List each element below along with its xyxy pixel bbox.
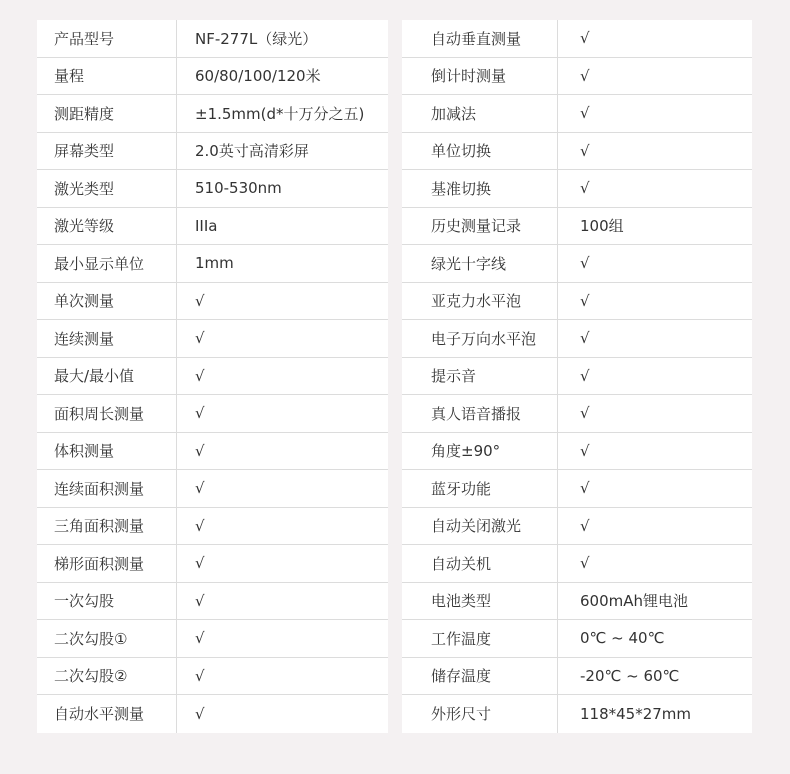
spec-label: 自动关机	[402, 545, 558, 582]
spec-value: NF-277L（绿光）	[195, 29, 318, 48]
spec-row	[402, 583, 752, 621]
spec-value: 60/80/100/120米	[195, 67, 321, 86]
spec-value: 2.0英寸高清彩屏	[195, 142, 309, 161]
spec-row	[37, 208, 388, 246]
spec-value: √	[580, 329, 590, 348]
spec-value: √	[580, 404, 590, 423]
spec-label: 储存温度	[402, 658, 558, 695]
spec-value: √	[580, 179, 590, 198]
spec-row	[37, 358, 388, 396]
spec-row	[37, 395, 388, 433]
spec-label: 面积周长测量	[37, 395, 177, 432]
spec-label: 激光等级	[37, 208, 177, 245]
spec-row	[402, 695, 752, 733]
spec-value: √	[580, 254, 590, 273]
spec-value: -20℃ ~ 60℃	[580, 666, 680, 685]
spec-value: 100组	[580, 217, 624, 236]
spec-label: 加减法	[402, 95, 558, 132]
spec-label: 体积测量	[37, 433, 177, 470]
spec-value: 510-530nm	[195, 179, 282, 198]
spec-label: 一次勾股	[37, 583, 177, 620]
spec-value: √	[580, 66, 590, 85]
spec-row	[402, 95, 752, 133]
spec-label: 单位切换	[402, 133, 558, 170]
spec-value: √	[580, 554, 590, 573]
spec-row	[37, 658, 388, 696]
spec-row	[37, 433, 388, 471]
spec-label: 基准切换	[402, 170, 558, 207]
spec-row	[402, 358, 752, 396]
spec-table-left	[37, 20, 388, 733]
spec-row	[37, 695, 388, 733]
spec-label: 电子万向水平泡	[402, 320, 558, 357]
spec-row	[402, 620, 752, 658]
spec-row	[402, 658, 752, 696]
spec-label: 工作温度	[402, 620, 558, 657]
spec-value: √	[195, 291, 205, 310]
spec-label: 梯形面积测量	[37, 545, 177, 582]
spec-row	[37, 133, 388, 171]
spec-row	[402, 470, 752, 508]
spec-label: 自动垂直测量	[402, 20, 558, 57]
spec-label: 屏幕类型	[37, 133, 177, 170]
spec-label: 二次勾股①	[37, 620, 177, 657]
spec-value: √	[195, 441, 205, 460]
spec-value: √	[195, 591, 205, 610]
spec-value: √	[580, 141, 590, 160]
spec-row	[37, 283, 388, 321]
spec-value: √	[195, 366, 205, 385]
spec-label: 产品型号	[37, 20, 177, 57]
spec-value: 1mm	[195, 254, 234, 273]
spec-row	[402, 433, 752, 471]
spec-value: √	[195, 704, 205, 723]
spec-value: 600mAh锂电池	[580, 592, 689, 611]
spec-row	[37, 620, 388, 658]
spec-value: 118*45*27mm	[580, 704, 692, 723]
spec-row	[402, 395, 752, 433]
spec-value: √	[195, 554, 205, 573]
spec-value: IIIa	[195, 216, 218, 235]
spec-value: √	[195, 329, 205, 348]
spec-label: 亚克力水平泡	[402, 283, 558, 320]
spec-label: 连续面积测量	[37, 470, 177, 507]
spec-row	[37, 545, 388, 583]
spec-value: ±1.5mm(d*十万分之五)	[195, 104, 365, 123]
spec-row	[37, 508, 388, 546]
spec-label: 测距精度	[37, 95, 177, 132]
spec-value: √	[580, 516, 590, 535]
spec-value: 0℃ ~ 40℃	[580, 629, 665, 648]
spec-label: 电池类型	[402, 583, 558, 620]
spec-row	[402, 320, 752, 358]
spec-row	[37, 470, 388, 508]
spec-row	[402, 20, 752, 58]
spec-label: 提示音	[402, 358, 558, 395]
spec-row	[37, 170, 388, 208]
spec-label: 真人语音播报	[402, 395, 558, 432]
spec-row	[37, 583, 388, 621]
spec-label: 蓝牙功能	[402, 470, 558, 507]
spec-value: √	[580, 366, 590, 385]
spec-value: √	[580, 479, 590, 498]
spec-row	[402, 170, 752, 208]
spec-row	[402, 58, 752, 96]
spec-value: √	[580, 291, 590, 310]
spec-label: 自动水平测量	[37, 695, 177, 733]
spec-row	[37, 320, 388, 358]
spec-label: 历史测量记录	[402, 208, 558, 245]
spec-value: √	[195, 666, 205, 685]
spec-label: 自动关闭激光	[402, 508, 558, 545]
spec-label: 三角面积测量	[37, 508, 177, 545]
spec-label: 单次测量	[37, 283, 177, 320]
spec-table-right	[402, 20, 752, 733]
spec-row	[402, 283, 752, 321]
spec-row	[37, 245, 388, 283]
spec-row	[402, 208, 752, 246]
spec-value: √	[195, 404, 205, 423]
spec-row	[402, 133, 752, 171]
spec-label: 倒计时测量	[402, 58, 558, 95]
spec-label: 绿光十字线	[402, 245, 558, 282]
spec-value: √	[195, 629, 205, 648]
spec-label: 角度±90°	[402, 433, 558, 470]
spec-value: √	[195, 516, 205, 535]
spec-row	[37, 95, 388, 133]
spec-label: 连续测量	[37, 320, 177, 357]
spec-label: 激光类型	[37, 170, 177, 207]
spec-row	[402, 245, 752, 283]
spec-value: √	[580, 104, 590, 123]
spec-label: 外形尺寸	[402, 695, 558, 733]
spec-label: 量程	[37, 58, 177, 95]
spec-value: √	[195, 479, 205, 498]
spec-row	[402, 508, 752, 546]
spec-label: 最小显示单位	[37, 245, 177, 282]
spec-value: √	[580, 29, 590, 48]
spec-value: √	[580, 441, 590, 460]
spec-label: 最大/最小值	[37, 358, 177, 395]
spec-row	[402, 545, 752, 583]
spec-label: 二次勾股②	[37, 658, 177, 695]
spec-row	[37, 20, 388, 58]
spec-row	[37, 58, 388, 96]
